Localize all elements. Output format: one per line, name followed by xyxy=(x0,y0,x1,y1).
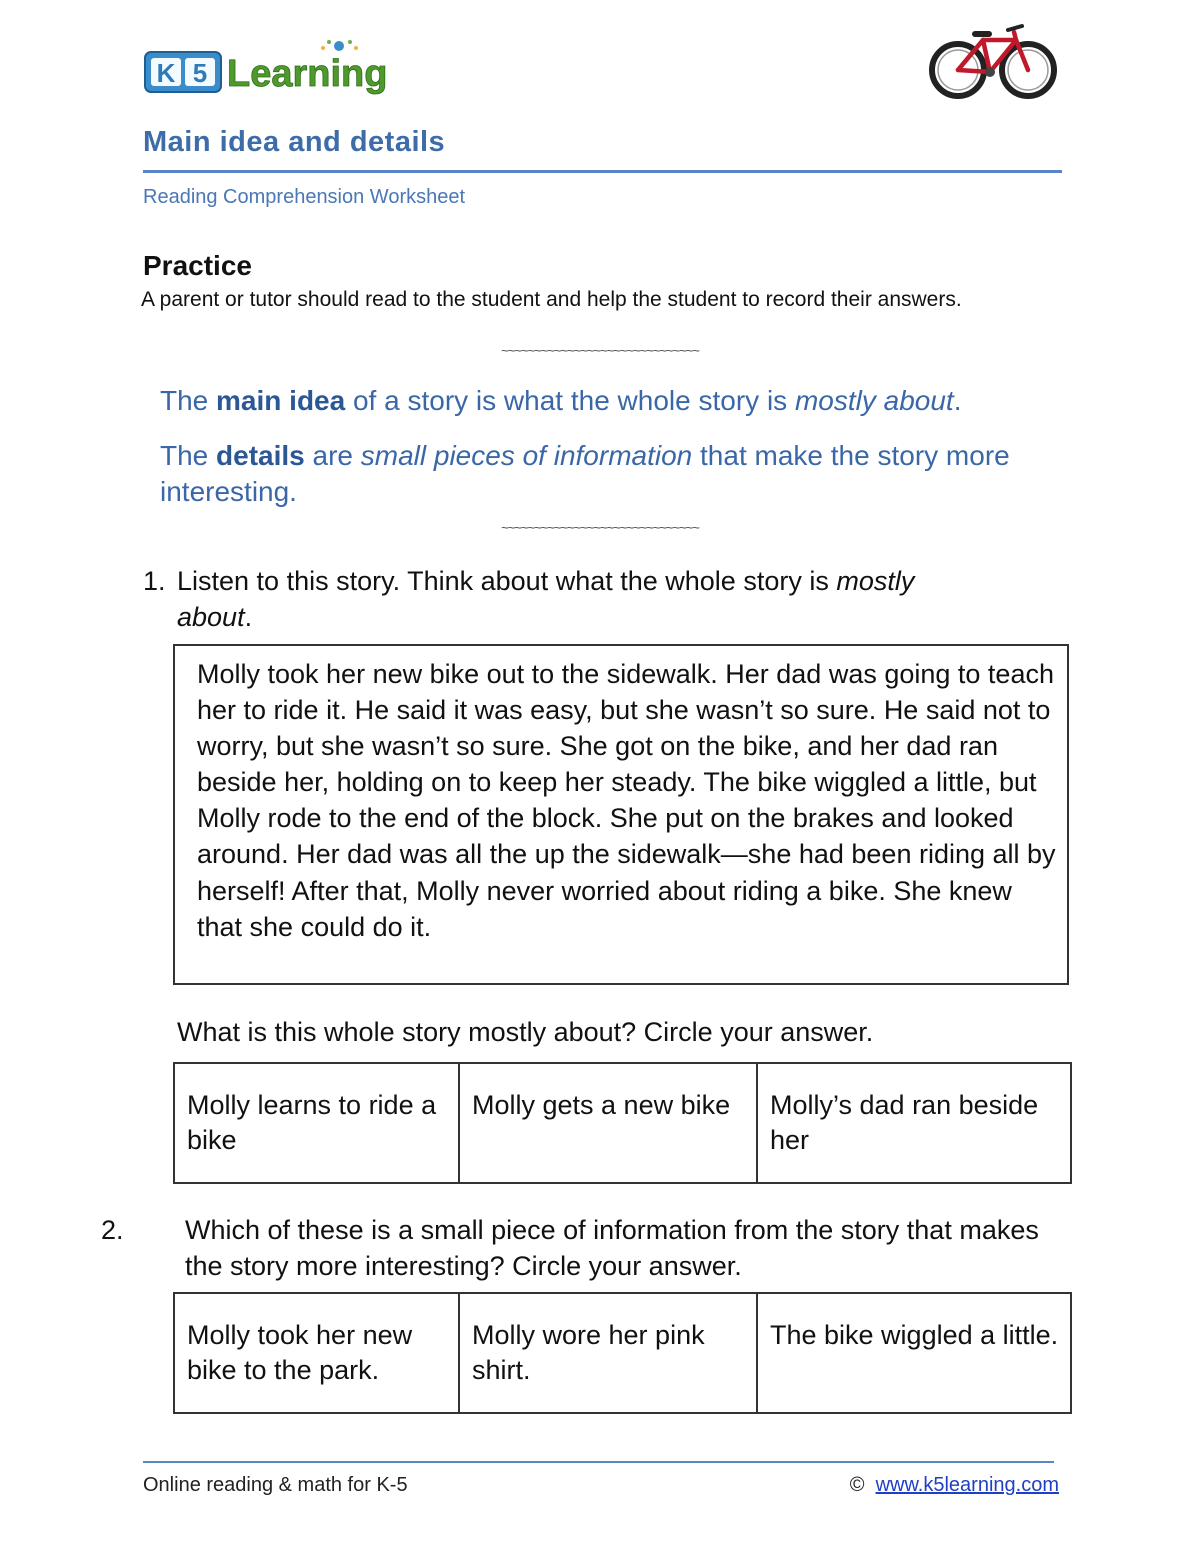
footer-copyright xyxy=(850,1474,1059,1497)
question-2 xyxy=(101,1212,1063,1284)
def-emphasis: mostly about xyxy=(794,385,954,416)
title-divider xyxy=(143,170,1062,173)
svg-text:Learning: Learning xyxy=(227,53,388,95)
question-number: 1. xyxy=(143,566,166,596)
table-row xyxy=(174,1063,1071,1183)
page-subtitle: Reading Comprehension Worksheet xyxy=(143,186,466,208)
practice-heading: Practice xyxy=(143,250,252,281)
def-text: are xyxy=(304,440,361,471)
question-2-text xyxy=(101,1212,1063,1284)
question-2-answer-table xyxy=(173,1292,1072,1414)
website-link[interactable]: www.k5learning.com xyxy=(875,1474,1059,1496)
footer-divider xyxy=(143,1461,1054,1463)
practice-instructions: A parent or tutor should read to the student and help the student to record their answers. xyxy=(141,288,962,311)
def-text: . xyxy=(953,385,962,416)
bicycle-icon xyxy=(928,18,1058,103)
k5-learning-logo xyxy=(143,38,405,100)
footer-tagline: Online reading & math for K-5 xyxy=(143,1474,408,1496)
def-emphasis: small pieces of information xyxy=(360,440,693,471)
def-text: The xyxy=(160,440,217,471)
copyright-symbol: © xyxy=(849,1474,865,1496)
details-definition xyxy=(160,438,1065,510)
answer-option[interactable]: Molly learns to ride a bike xyxy=(174,1063,459,1183)
question-text: Which of these is a small piece of information from the story that makes the story more interesting? Circle your answer. xyxy=(185,1215,1039,1281)
main-idea-definition xyxy=(160,383,1065,419)
details-term: details xyxy=(216,440,305,471)
question-emphasis: about xyxy=(177,602,245,632)
question-1-prompt: What is this whole story mostly about? Circle your answer. xyxy=(177,1017,874,1047)
page-title: Main idea and details xyxy=(143,126,446,158)
svg-text:K: K xyxy=(156,58,176,88)
answer-option[interactable]: Molly wore her pink shirt. xyxy=(459,1293,757,1413)
question-text: Listen to this story. Think about what the whole story is xyxy=(177,566,837,596)
def-text: that make the story more interesting. xyxy=(160,440,1010,507)
answer-option[interactable]: The bike wiggled a little. xyxy=(757,1293,1071,1413)
question-1-continuation xyxy=(143,599,1063,635)
svg-text:5: 5 xyxy=(192,58,208,88)
question-emphasis: mostly xyxy=(836,566,915,596)
story-passage: Molly took her new bike out to the sidewalk. Her dad was going to teach her to ride it. He said it was easy, but she wasn’t so sure. He said not to worry, but she wasn’t so sure. She got on the bike, and her dad ran beside her, holding on to keep her steady. The bike wiggled a little, but Molly rode to the end of the block. She put on the brakes and looked around. Her dad was all the up the sidewalk—she had been riding all by herself! After that, Molly never worried about riding a bike. She knew that she could do it. xyxy=(173,644,1069,985)
tilde-separator: ~~~~~~~~~~~~~~~~~~~~~~~~~~~~~~ xyxy=(501,520,699,535)
answer-option[interactable]: Molly gets a new bike xyxy=(459,1063,757,1183)
question-text: . xyxy=(244,602,253,632)
main-idea-term: main idea xyxy=(216,385,346,416)
question-1-answer-table xyxy=(173,1062,1072,1184)
answer-option[interactable]: Molly took her new bike to the park. xyxy=(174,1293,459,1413)
answer-option[interactable]: Molly’s dad ran beside her xyxy=(757,1063,1071,1183)
question-number: 2. xyxy=(101,1215,124,1245)
def-text: The xyxy=(160,385,217,416)
tilde-separator: ~~~~~~~~~~~~~~~~~~~~~~~~~~~~~~ xyxy=(501,343,699,358)
table-row xyxy=(174,1293,1071,1413)
question-1 xyxy=(143,563,1063,635)
def-text: of a story is what the whole story is xyxy=(345,385,795,416)
question-1-line xyxy=(143,563,1063,599)
